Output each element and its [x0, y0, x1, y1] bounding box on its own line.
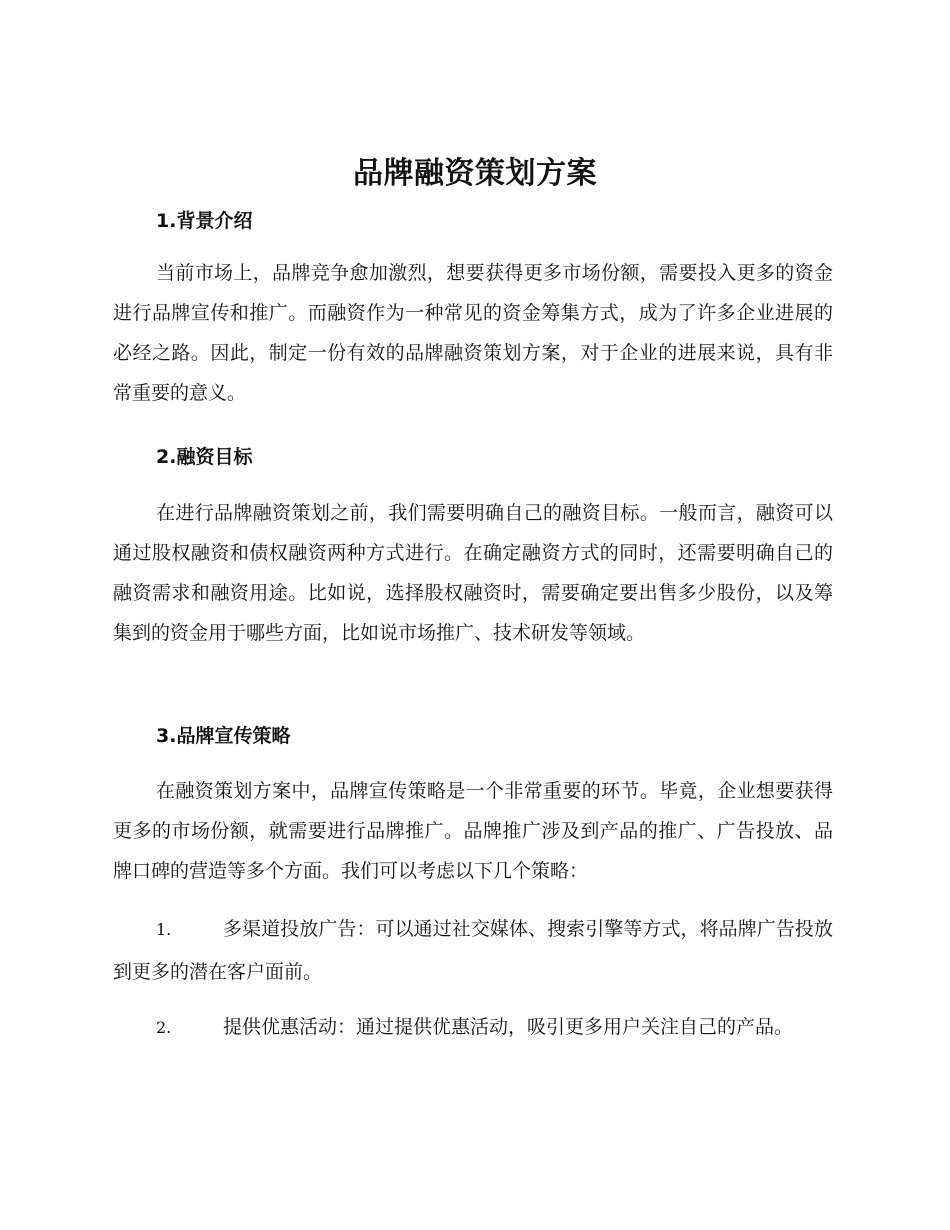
section-heading-brand-strategy: 3.品牌宣传策略	[156, 725, 291, 747]
section-paragraph-brand-strategy: 在融资策划方案中，品牌宣传策略是一个非常重要的环节。毕竟，企业想要获得更多的市场份额，就需要进行品牌推广。品牌推广涉及到产品的推广、广告投放、品牌口碑的营造等多个方面。我们可以考虑以下几个策略：	[113, 780, 833, 882]
list-item-number: 1.	[156, 920, 172, 939]
list-item-text: 提供优惠活动：通过提供优惠活动，吸引更多用户关注自己的产品。	[223, 1016, 794, 1038]
list-item	[113, 1006, 833, 1049]
list-item-number: 2.	[156, 1018, 172, 1037]
section-heading-background: 1.背景介绍	[156, 210, 253, 232]
list-item-text: 多渠道投放广告：可以通过社交媒体、搜索引擎等方式，将品牌广告投放到更多的潜在客户面前。	[113, 918, 833, 983]
section-heading-financing-goal: 2.融资目标	[156, 446, 253, 468]
section-paragraph-background: 当前市场上，品牌竞争愈加激烈，想要获得更多市场份额，需要投入更多的资金进行品牌宣传和推广。而融资作为一种常见的资金筹集方式，成为了许多企业进展的必经之路。因此，制定一份有效的品牌融资策划方案，对于企业的进展来说，具有非常重要的意义。	[113, 262, 833, 404]
list-item	[113, 908, 833, 994]
section-paragraph-financing-goal: 在进行品牌融资策划之前，我们需要明确自己的融资目标。一般而言，融资可以通过股权融资和债权融资两种方式进行。在确定融资方式的同时，还需要明确自己的融资需求和融资用途。比如说，选择股权融资时，需要确定要出售多少股份，以及筹集到的资金用于哪些方面，比如说市场推广、技术研发等领域。	[113, 502, 833, 644]
document-title: 品牌融资策划方案	[353, 156, 597, 191]
